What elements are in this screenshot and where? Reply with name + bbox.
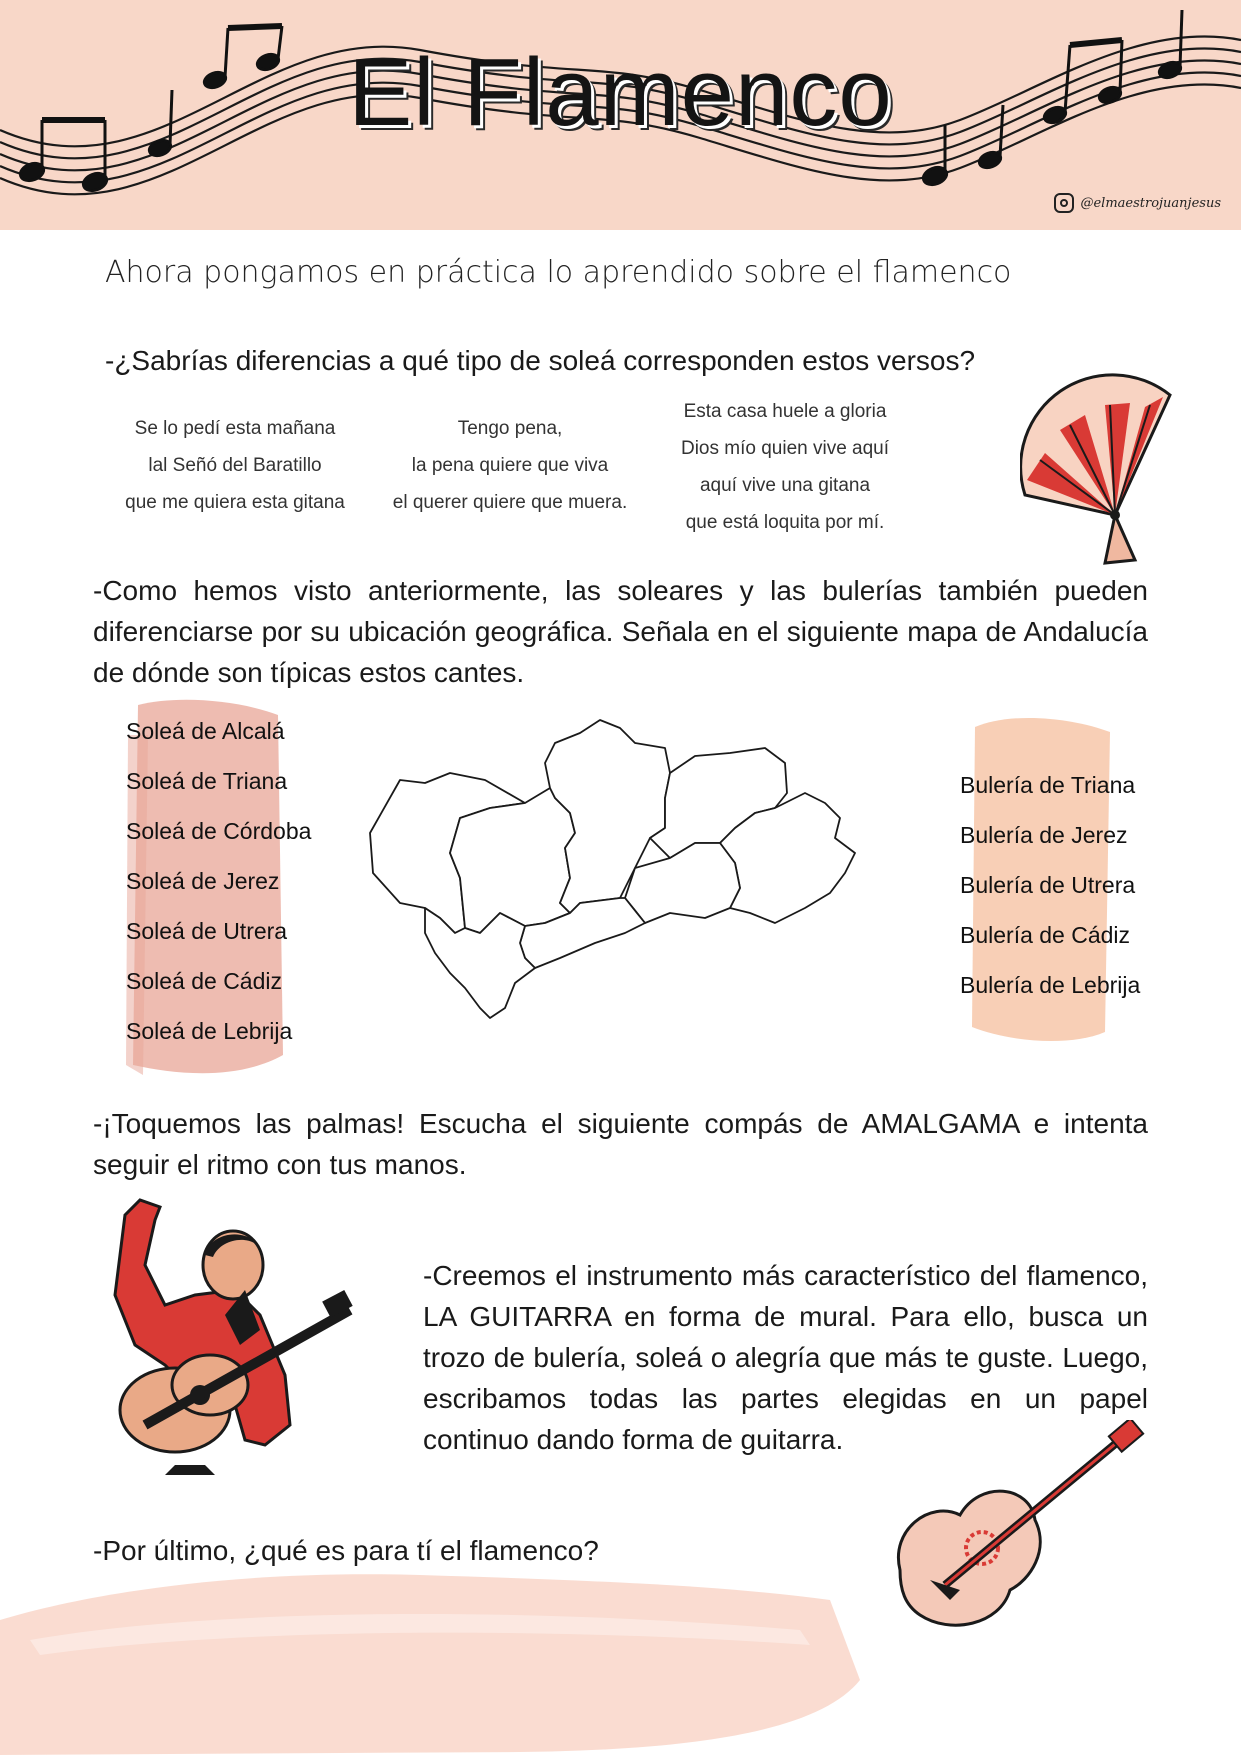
list-item[interactable]: Soleá de Lebrija: [126, 1018, 293, 1044]
list-item[interactable]: Soleá de Jerez: [126, 868, 280, 894]
handle-text: @elmaestrojuanjesus: [1080, 195, 1221, 211]
question-4: -Creemos el instrumento más característico del flamenco, LA GUITARRA en forma de mural. Para ello, busca un trozo de bulería, soleá o alegría que más te guste. Luego, escribamos todas las partes elegidas en un papel continuo dando forma de guitarra.: [423, 1260, 1148, 1455]
instagram-icon: [1054, 193, 1074, 213]
list-item[interactable]: Soleá de Alcalá: [126, 718, 285, 744]
header-banner: [0, 0, 1241, 230]
question-5: -Por último, ¿qué es para tí el flamenco?: [93, 1535, 599, 1566]
flamenco-guitarist-illustration: [85, 1195, 355, 1475]
intro-text: Ahora pongamos en práctica lo aprendido sobre el flamenco: [105, 255, 1012, 290]
list-item[interactable]: Bulería de Cádiz: [960, 922, 1131, 948]
answer-area-brush[interactable]: [0, 1560, 880, 1755]
social-handle[interactable]: [1054, 193, 1221, 213]
verse-1: Se lo pedí esta mañana lal Señó del Baratillo que me quiera esta gitana: [125, 418, 345, 513]
list-item[interactable]: Bulería de Utrera: [960, 872, 1136, 898]
question-3: -¡Toquemos las palmas! Escucha el siguiente compás de AMALGAMA e intenta seguir el ritmo con tus manos.: [93, 1108, 1148, 1180]
verse-3: Esta casa huele a gloria Dios mío quien vive aquí aquí vive una gitana que está loquita por mí.: [680, 401, 890, 533]
list-item[interactable]: Soleá de Triana: [126, 768, 288, 794]
andalucia-map[interactable]: [365, 718, 915, 1038]
list-item[interactable]: Soleá de Cádiz: [126, 968, 282, 994]
list-item[interactable]: Bulería de Lebrija: [960, 972, 1141, 998]
page-title: El Flamenco: [348, 39, 893, 146]
question-2: -Como hemos visto anteriormente, las soleares y las bulerías también pueden diferenciarse por su ubicación geográfica. Señala en el siguiente mapa de Andalucía de dónde son típicas estos cantes.: [93, 575, 1148, 688]
guitar-icon: [890, 1420, 1150, 1640]
verse-2: Tengo pena, la pena quiere que viva el querer quiere que muera.: [392, 418, 628, 513]
soleares-list: [126, 718, 311, 1068]
question-1: -¿Sabrías diferencias a qué tipo de soleá corresponden estos versos?: [105, 345, 976, 376]
list-item[interactable]: Soleá de Córdoba: [126, 818, 312, 844]
list-item[interactable]: Soleá de Utrera: [126, 918, 288, 944]
hand-fan-icon: [1020, 350, 1190, 570]
list-item[interactable]: Bulería de Triana: [960, 772, 1136, 798]
list-item[interactable]: Bulería de Jerez: [960, 822, 1128, 848]
bulerias-list: [960, 772, 1140, 1022]
